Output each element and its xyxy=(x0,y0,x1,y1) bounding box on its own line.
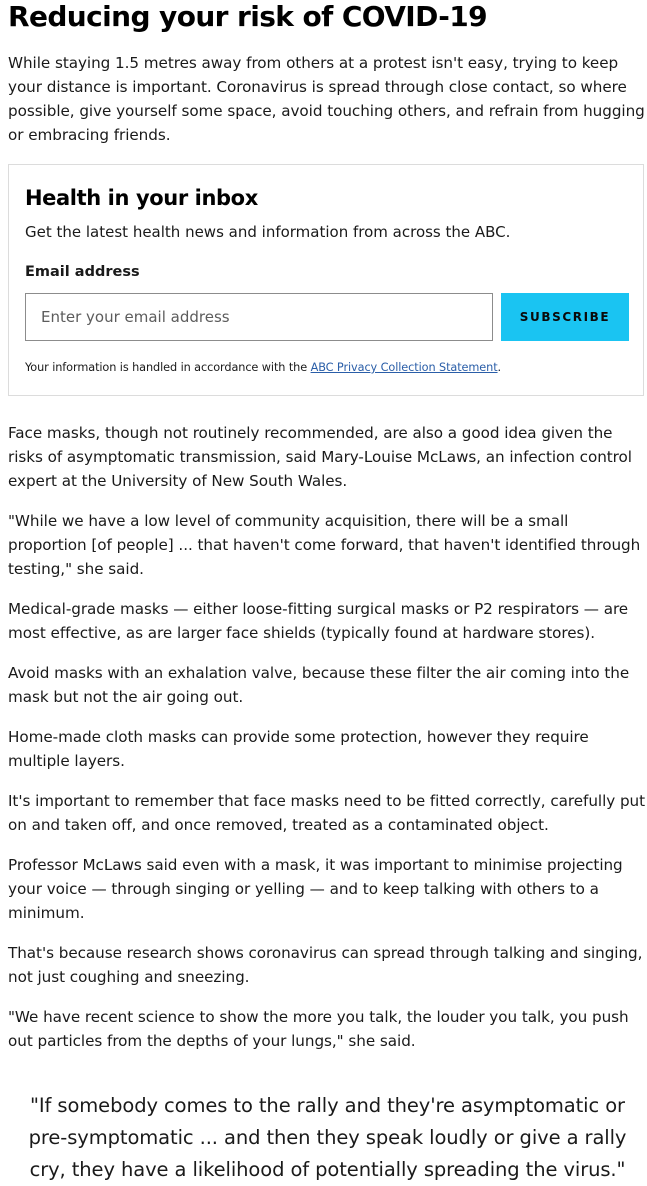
newsletter-title: Health in your inbox xyxy=(25,186,258,210)
intro-paragraph: While staying 1.5 metres away from others at a protest isn't easy, trying to keep your distance is important. Coronavirus is spread through close contact, so where possible, give yourself some space, avoid touching others, and refrain from hugging or embracing friends. xyxy=(8,54,645,144)
article-paragraph: Medical-grade masks — either loose-fitting surgical masks or P2 respirators — are most effective, as are larger face shields (typically found at hardware stores). xyxy=(8,600,629,642)
article-paragraph: Face masks, though not routinely recommended, are also a good idea given the risks of asymptomatic transmission, said Mary-Louise McLaws, an infection control expert at the University of New South Wales. xyxy=(8,424,632,490)
article-paragraph: Home-made cloth masks can provide some protection, however they require multiple layers. xyxy=(8,728,589,770)
article xyxy=(8,0,647,1181)
email-input[interactable] xyxy=(25,293,493,341)
article-paragraph: That's because research shows coronavirus can spread through talking and singing, not just coughing and sneezing. xyxy=(8,944,643,986)
pull-quote: "If somebody comes to the rally and they're asymptomatic or pre-symptomatic ... and then they speak loudly or give a rally cry, they have a likelihood of potentially spreading the virus." xyxy=(28,1094,627,1181)
article-paragraph: Professor McLaws said even with a mask, it was important to minimise projecting your voice — through singing or yelling — and to keep talking with others to a minimum. xyxy=(8,856,623,922)
article-paragraph: "While we have a low level of community acquisition, there will be a small proportion [of people] ... that haven't come forward, that haven't identified through testing," she said. xyxy=(8,512,641,578)
section-heading: Reducing your risk of COVID-19 xyxy=(8,0,488,33)
article-paragraph: "We have recent science to show the more you talk, the louder you talk, you push out particles from the depths of your lungs," she said. xyxy=(8,1008,629,1050)
newsletter-signup-box xyxy=(8,164,644,396)
article-paragraph: Avoid masks with an exhalation valve, because these filter the air coming into the mask but not the air going out. xyxy=(8,664,630,706)
privacy-prefix: Your information is handled in accordance with the xyxy=(25,361,311,374)
privacy-notice xyxy=(25,360,501,376)
newsletter-description: Get the latest health news and information from across the ABC. xyxy=(25,223,511,241)
subscribe-button[interactable]: SUBSCRIBE xyxy=(501,293,629,341)
email-label: Email address xyxy=(25,264,140,280)
privacy-suffix: . xyxy=(497,361,502,374)
article-paragraph: It's important to remember that face masks need to be fitted correctly, carefully put on and taken off, and once removed, treated as a contaminated object. xyxy=(8,792,646,834)
privacy-statement-link[interactable]: ABC Privacy Collection Statement xyxy=(310,361,498,374)
